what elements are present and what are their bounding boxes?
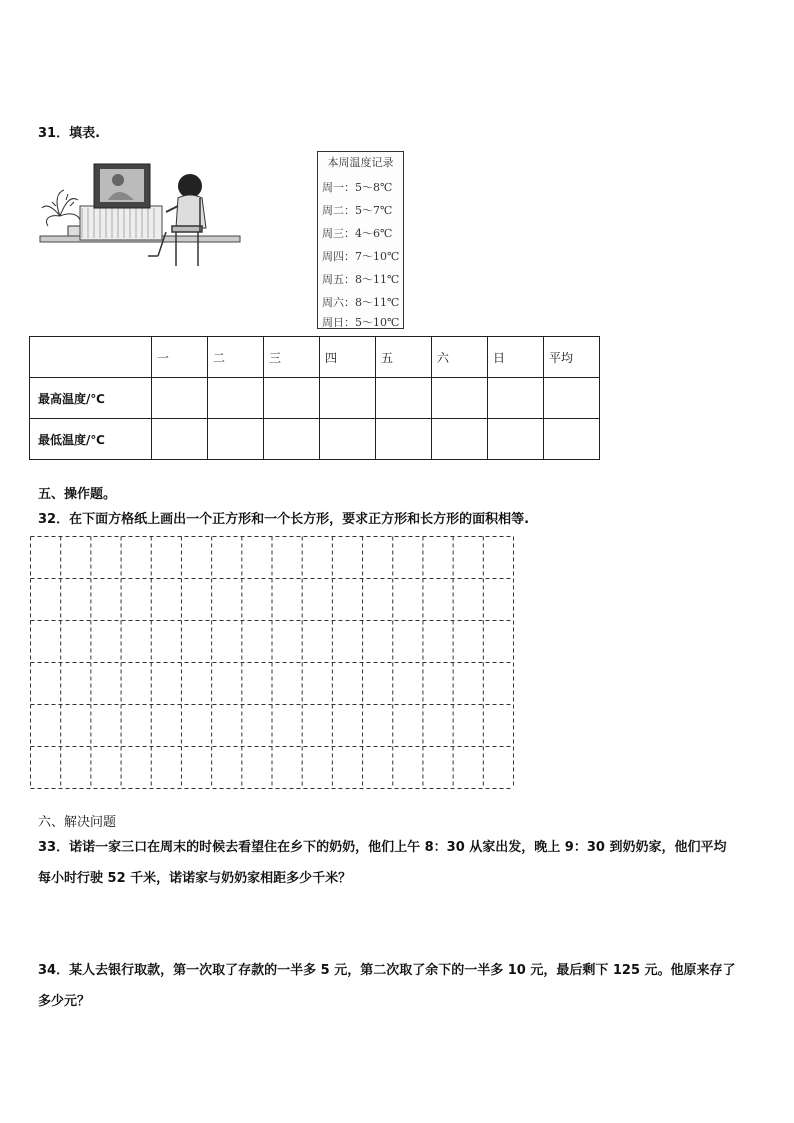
- temperature-table: [29, 336, 600, 460]
- grid-paper[interactable]: [30, 536, 514, 789]
- question-32-text: 32．在下面方格纸上画出一个正方形和一个长方形，要求正方形和长方形的面积相等.: [38, 512, 530, 527]
- header-cell-tue: 二: [208, 337, 264, 378]
- answer-cell[interactable]: [208, 419, 264, 460]
- table-row: [30, 378, 600, 419]
- record-mon: 周一：5～8℃: [322, 181, 393, 194]
- row-label-min-temp: 最低温度/℃: [30, 419, 152, 460]
- record-wed: 周三：4～6℃: [322, 227, 393, 240]
- answer-cell[interactable]: [264, 378, 320, 419]
- question-31-title: 31．填表.: [38, 126, 101, 141]
- row-label-max-temp: 最高温度/℃: [30, 378, 152, 419]
- header-cell-average: 平均: [544, 337, 600, 378]
- answer-cell[interactable]: [488, 419, 544, 460]
- table-header-row: [30, 337, 600, 378]
- header-cell-thu: 四: [320, 337, 376, 378]
- answer-cell[interactable]: [376, 378, 432, 419]
- question-34-line-1: 34．某人去银行取款，第一次取了存款的一半多 5 元，第二次取了余下的一半多 10 元，最后剩下 125 元。他原来存了: [38, 963, 736, 978]
- section-5-title: 五、操作题。: [38, 487, 117, 502]
- answer-cell[interactable]: [432, 419, 488, 460]
- header-cell-mon: 一: [152, 337, 208, 378]
- record-thu: 周四：7～10℃: [322, 250, 400, 263]
- header-cell-empty: [30, 337, 152, 378]
- answer-cell[interactable]: [320, 378, 376, 419]
- answer-cell[interactable]: [432, 378, 488, 419]
- answer-cell[interactable]: [320, 419, 376, 460]
- question-33-line-2: 每小时行驶 52 千米，诺诺家与奶奶家相距多少千米？: [38, 871, 352, 886]
- answer-cell[interactable]: [376, 419, 432, 460]
- answer-cell[interactable]: [488, 378, 544, 419]
- question-33-line-1: 33．诺诺一家三口在周末的时候去看望住在乡下的奶奶，他们上午 8：30 从家出发，晚上 9：30 到奶奶家，他们平均: [38, 840, 727, 855]
- record-sat: 周六：8～11℃: [322, 296, 400, 309]
- answer-cell[interactable]: [208, 378, 264, 419]
- weekly-temperature-record-card: [317, 151, 404, 329]
- card-title: 本周温度记录: [327, 156, 394, 169]
- header-cell-sat: 六: [432, 337, 488, 378]
- record-fri: 周五：8～11℃: [322, 273, 400, 286]
- table-row: [30, 419, 600, 460]
- header-cell-fri: 五: [376, 337, 432, 378]
- record-sun: 周日：5～10℃: [322, 316, 400, 329]
- answer-cell[interactable]: [544, 419, 600, 460]
- child-watching-tv-illustration: [38, 156, 242, 274]
- answer-cell[interactable]: [544, 378, 600, 419]
- question-34-line-2: 多少元？: [38, 994, 91, 1009]
- answer-cell[interactable]: [264, 419, 320, 460]
- answer-cell[interactable]: [152, 378, 208, 419]
- answer-cell[interactable]: [152, 419, 208, 460]
- section-6-title: 六、解决问题: [38, 815, 117, 830]
- header-cell-wed: 三: [264, 337, 320, 378]
- record-tue: 周二：5～7℃: [322, 204, 393, 217]
- header-cell-sun: 日: [488, 337, 544, 378]
